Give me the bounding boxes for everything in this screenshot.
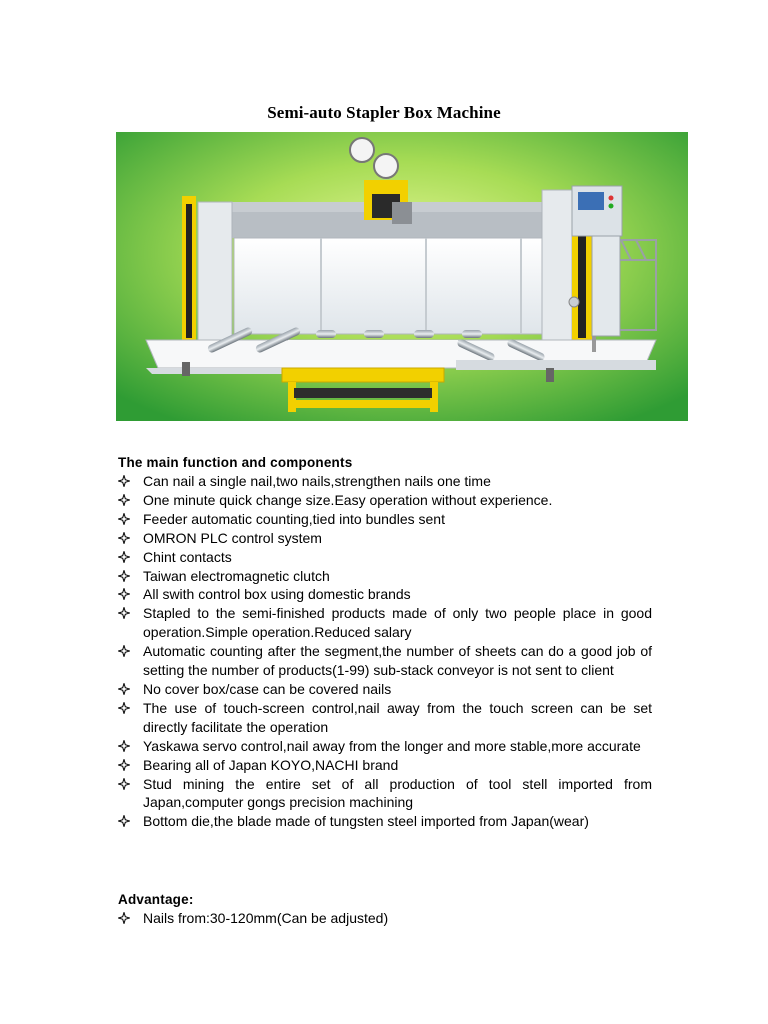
diamond-star-bullet-icon bbox=[118, 529, 132, 548]
diamond-star-bullet-icon bbox=[118, 642, 132, 661]
list-item: One minute quick change size.Easy operation without experience. bbox=[118, 491, 652, 510]
stapler-machine-photo bbox=[116, 132, 688, 421]
diamond-star-bullet-icon bbox=[118, 510, 132, 529]
list-item: Can nail a single nail,two nails,strengthen nails one time bbox=[118, 472, 652, 491]
list-item: OMRON PLC control system bbox=[118, 529, 652, 548]
advantage-list bbox=[118, 909, 652, 928]
diamond-star-bullet-icon bbox=[118, 548, 132, 567]
diamond-star-bullet-icon bbox=[118, 775, 132, 794]
list-item: Stapled to the semi-finished products made of only two people place in good operation.Simple operation.Reduced salary bbox=[118, 604, 652, 642]
diamond-star-bullet-icon bbox=[118, 585, 132, 604]
diamond-star-bullet-icon bbox=[118, 680, 132, 699]
list-item: Feeder automatic counting,tied into bundles sent bbox=[118, 510, 652, 529]
list-item: Bottom die,the blade made of tungsten steel imported from Japan(wear) bbox=[118, 812, 652, 831]
list-item: Yaskawa servo control,nail away from the longer and more stable,more accurate bbox=[118, 737, 652, 756]
diamond-star-bullet-icon bbox=[118, 699, 132, 718]
list-item: Stud mining the entire set of all production of tool stell imported from Japan,computer gongs precision machining bbox=[118, 775, 652, 813]
list-item: Automatic counting after the segment,the number of sheets can do a good job of setting the number of products(1-99) sub-stack conveyor is not sent to client bbox=[118, 642, 652, 680]
diamond-star-bullet-icon bbox=[118, 812, 132, 831]
diamond-star-bullet-icon bbox=[118, 909, 132, 928]
section-heading-advantage: Advantage: bbox=[118, 892, 194, 907]
diamond-star-bullet-icon bbox=[118, 604, 132, 623]
list-item: Nails from:30-120mm(Can be adjusted) bbox=[118, 909, 652, 928]
list-item: All swith control box using domestic brands bbox=[118, 585, 652, 604]
document-title: Semi-auto Stapler Box Machine bbox=[267, 103, 501, 122]
diamond-star-bullet-icon bbox=[118, 472, 132, 491]
diamond-star-bullet-icon bbox=[118, 491, 132, 510]
list-item: Bearing all of Japan KOYO,NACHI brand bbox=[118, 756, 652, 775]
section-heading-main-function: The main function and components bbox=[118, 455, 353, 470]
diamond-star-bullet-icon bbox=[118, 567, 132, 586]
list-item: The use of touch-screen control,nail away from the touch screen can be set directly facilitate the operation bbox=[118, 699, 652, 737]
diamond-star-bullet-icon bbox=[118, 737, 132, 756]
list-item: Chint contacts bbox=[118, 548, 652, 567]
main-function-list bbox=[118, 472, 652, 831]
list-item: Taiwan electromagnetic clutch bbox=[118, 567, 652, 586]
diamond-star-bullet-icon bbox=[118, 756, 132, 775]
list-item: No cover box/case can be covered nails bbox=[118, 680, 652, 699]
